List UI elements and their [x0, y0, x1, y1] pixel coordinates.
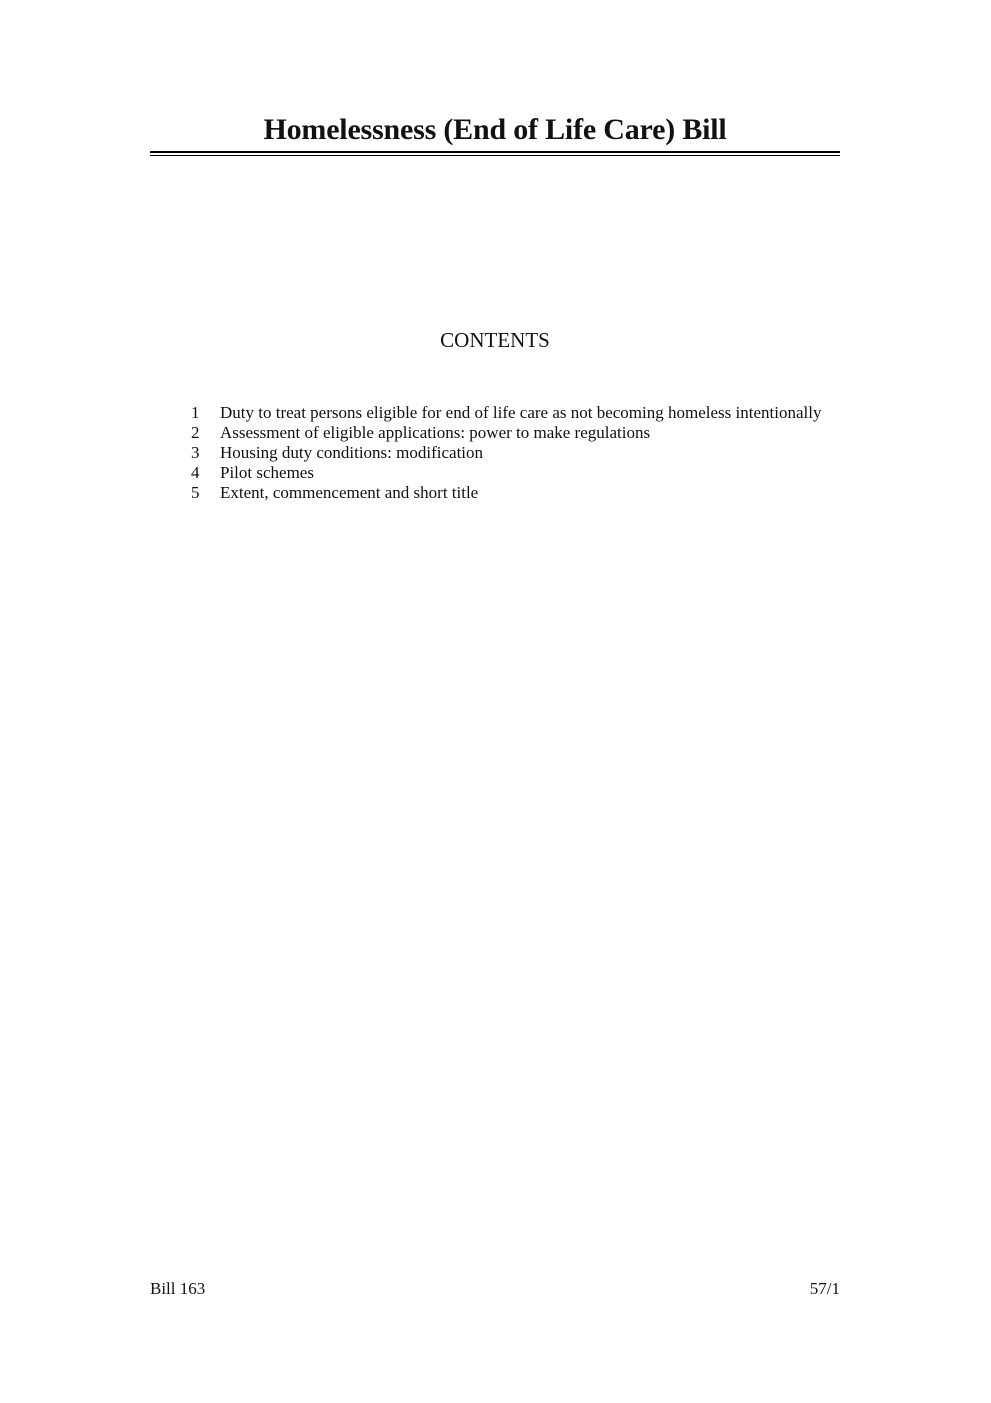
item-text: Assessment of eligible applications: power to make regulations [220, 423, 651, 442]
item-number: 2 [191, 423, 200, 442]
item-number: 4 [191, 463, 200, 482]
contents-item[interactable] [186, 423, 840, 443]
item-text: Extent, commencement and short title [220, 483, 479, 502]
contents-item[interactable] [186, 443, 840, 463]
item-number: 5 [191, 483, 200, 502]
item-text: Pilot schemes [220, 463, 314, 482]
footer-bill-number: Bill 163 [150, 1279, 206, 1298]
title-rule-thin [150, 155, 840, 156]
contents-item[interactable] [186, 463, 840, 483]
item-number: 1 [191, 403, 200, 422]
contents-list [186, 403, 840, 503]
bill-title: Homelessness (End of Life Care) Bill [263, 113, 727, 146]
title-rule-thick [150, 151, 840, 153]
contents-item[interactable] [186, 403, 840, 423]
contents-heading: CONTENTS [440, 328, 550, 352]
item-text: Duty to treat persons eligible for end of life care as not becoming homeless intentionally [220, 403, 822, 422]
item-text: Housing duty conditions: modification [220, 443, 484, 462]
item-number: 3 [191, 443, 200, 462]
contents-item[interactable] [186, 483, 840, 503]
footer-session-ref: 57/1 [809, 1279, 840, 1298]
